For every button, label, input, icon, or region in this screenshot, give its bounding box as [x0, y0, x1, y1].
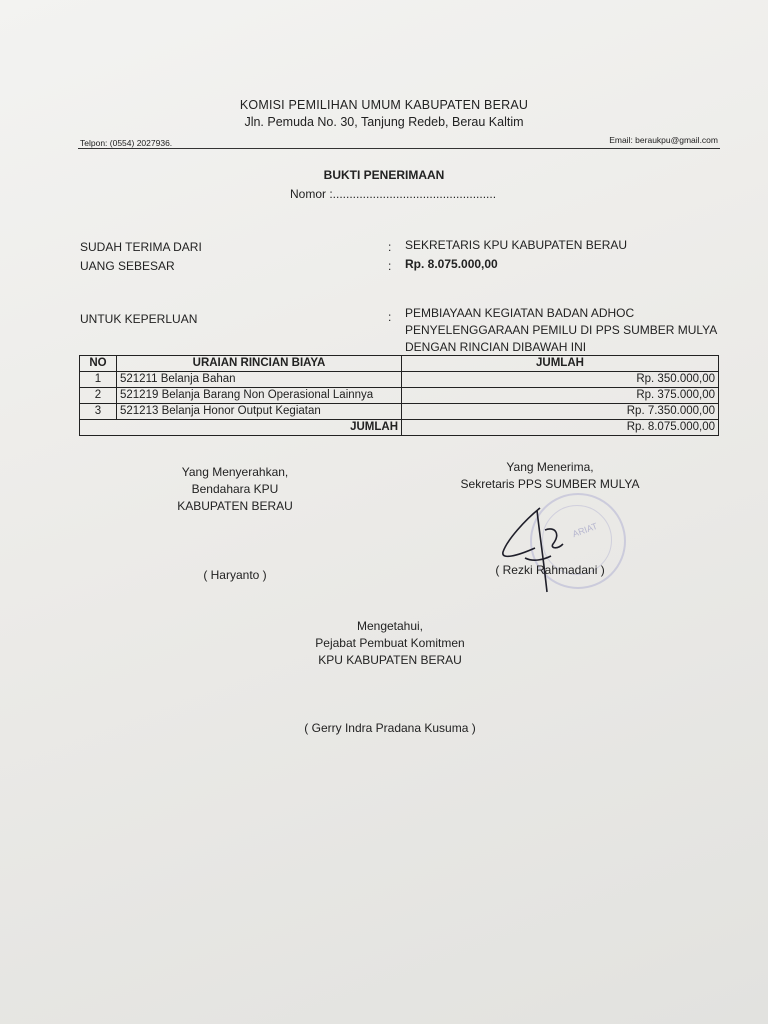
- header-divider: [78, 148, 720, 149]
- table-header-no: NO: [80, 356, 117, 372]
- table-header-description: URAIAN RINCIAN BIAYA: [117, 356, 402, 372]
- approver-name: ( Gerry Indra Pradana Kusuma ): [304, 721, 476, 735]
- field-value-purpose-line: PENYELENGGARAAN PEMILU DI PPS SUMBER MULYA: [405, 323, 718, 337]
- row-description: 521211 Belanja Bahan: [117, 372, 402, 388]
- field-colon: :: [388, 240, 392, 254]
- email-address: Email: beraukpu@gmail.com: [609, 135, 718, 145]
- field-value-purpose-line: DENGAN RINCIAN DIBAWAH INI: [405, 340, 587, 354]
- sender-role-line: Yang Menyerahkan,: [181, 465, 289, 479]
- table-header-amount: JUMLAH: [402, 356, 719, 372]
- table-total-row: [80, 420, 719, 436]
- field-label-amount: UANG SEBESAR: [80, 259, 175, 273]
- institution-name: KOMISI PEMILIHAN UMUM KABUPATEN BERAU: [239, 98, 529, 112]
- table-row: [80, 388, 719, 404]
- total-label: JUMLAH: [80, 420, 402, 436]
- receiver-name: ( Rezki Rahmadani ): [495, 563, 605, 577]
- receiver-role-line: Yang Menerima,: [506, 460, 594, 474]
- row-number: 2: [80, 388, 117, 404]
- field-label-received-from: SUDAH TERIMA DARI: [80, 240, 202, 254]
- document-title: BUKTI PENERIMAAN: [323, 168, 445, 182]
- row-number: 1: [80, 372, 117, 388]
- row-amount: Rp. 350.000,00: [402, 372, 719, 388]
- field-label-purpose: UNTUK KEPERLUAN: [80, 312, 198, 326]
- field-colon: :: [388, 259, 392, 273]
- receiver-role-line: Sekretaris PPS SUMBER MULYA: [460, 477, 640, 491]
- institution-address: Jln. Pemuda No. 30, Tanjung Redeb, Berau Kaltim: [244, 115, 524, 129]
- sender-name: ( Haryanto ): [203, 568, 267, 582]
- document-number: Nomor :.................................................: [290, 187, 497, 201]
- row-number: 3: [80, 404, 117, 420]
- stamp-text: ARIAT: [571, 520, 599, 540]
- approver-role-line: KPU KABUPATEN BERAU: [318, 653, 462, 667]
- cost-breakdown-table: [79, 355, 719, 436]
- table-row: [80, 372, 719, 388]
- approver-role-line: Pejabat Pembuat Komitmen: [315, 636, 465, 650]
- approver-role-line: Mengetahui,: [356, 619, 424, 633]
- table-row: [80, 404, 719, 420]
- total-amount: Rp. 8.075.000,00: [402, 420, 719, 436]
- phone-number: Telpon: (0554) 2027936.: [80, 138, 173, 148]
- row-description: 521219 Belanja Barang Non Operasional Lainnya: [117, 388, 402, 404]
- sender-role-line: Bendahara KPU: [191, 482, 279, 496]
- field-value-amount: Rp. 8.075.000,00: [405, 257, 498, 271]
- field-value-received-from: SEKRETARIS KPU KABUPATEN BERAU: [405, 238, 628, 252]
- row-amount: Rp. 7.350.000,00: [402, 404, 719, 420]
- receiver-signature: [495, 500, 575, 600]
- sender-role-line: KABUPATEN BERAU: [177, 499, 293, 513]
- field-colon: :: [388, 310, 392, 324]
- field-value-purpose-line: PEMBIAYAAN KEGIATAN BADAN ADHOC: [405, 306, 635, 320]
- row-description: 521213 Belanja Honor Output Kegiatan: [117, 404, 402, 420]
- table-header-row: [80, 356, 719, 372]
- row-amount: Rp. 375.000,00: [402, 388, 719, 404]
